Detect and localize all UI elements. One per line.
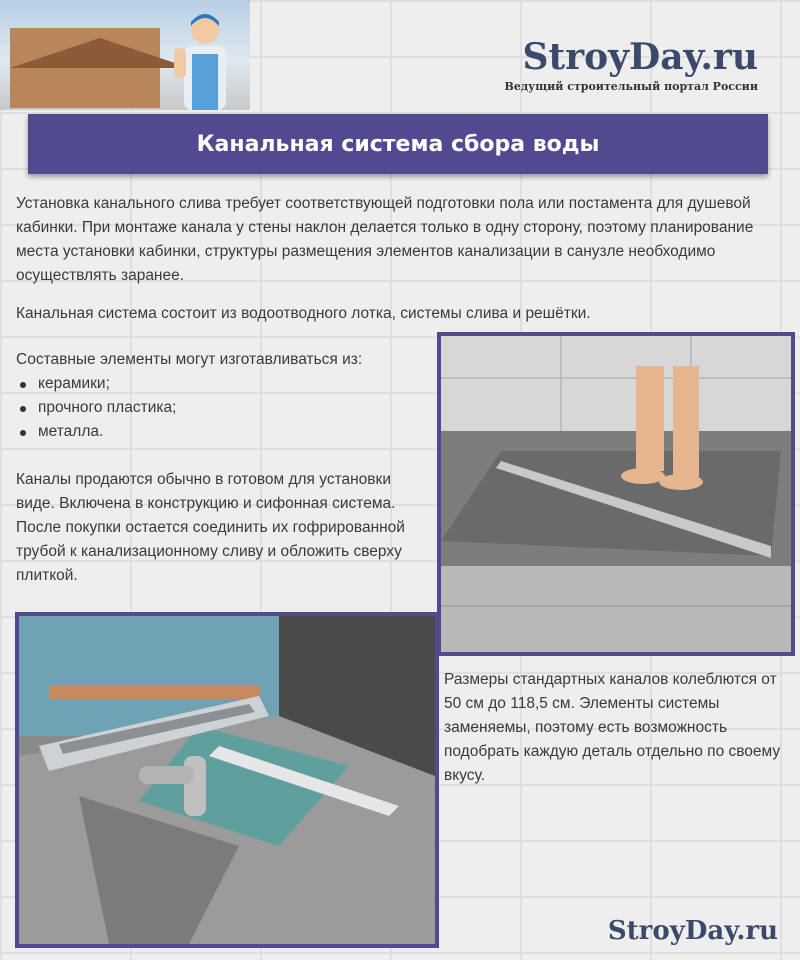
header-illustration bbox=[0, 0, 250, 110]
sizes-paragraph: Размеры стандартных каналов колеблются от 50 см до 118,5 см. Элементы системы заменяемы, поэтому есть возможность подобрать каждую деталь отдельно по своему вкусу. bbox=[444, 671, 781, 784]
list-item: металла. bbox=[16, 420, 362, 444]
brand-name: StroyDay.ru bbox=[522, 36, 758, 78]
intro-paragraph: Установка канального слива требует соответствующей подготовки пола или постамента для душевой кабинки. При монтаже канала у стены наклон делается только в одну сторону, поэтому планирование места установки кабинки, структуры размещения элементов канализации в санузле необходимо осуществлять заранее. bbox=[16, 195, 754, 284]
page-title: Канальная система сбора воды bbox=[196, 131, 600, 157]
list-item: керамики; bbox=[16, 372, 362, 396]
shower-drain-photo bbox=[437, 332, 795, 656]
worker-image bbox=[170, 8, 240, 110]
title-bar bbox=[28, 114, 768, 174]
house-image bbox=[10, 28, 160, 108]
brand-logo[interactable] bbox=[505, 36, 758, 93]
list-item: прочного пластика; bbox=[16, 396, 362, 420]
materials-intro: Составные элементы могут изготавливаться из: bbox=[16, 351, 363, 368]
composition-paragraph: Канальная система состоит из водоотводного лотка, системы слива и решётки. bbox=[16, 305, 591, 322]
sales-paragraph: Каналы продаются обычно в готовом для установки виде. Включена в конструкцию и сифонная система. После покупки остается соединить их гофрированной трубой к канализационному сливу и обложить сверху плиткой. bbox=[16, 471, 405, 584]
materials-list bbox=[16, 348, 362, 444]
brand-tagline: Ведущий строительный портал России bbox=[504, 80, 758, 93]
drain-installation-diagram bbox=[15, 612, 439, 948]
footer-brand-logo[interactable]: StroyDay.ru bbox=[607, 916, 778, 946]
